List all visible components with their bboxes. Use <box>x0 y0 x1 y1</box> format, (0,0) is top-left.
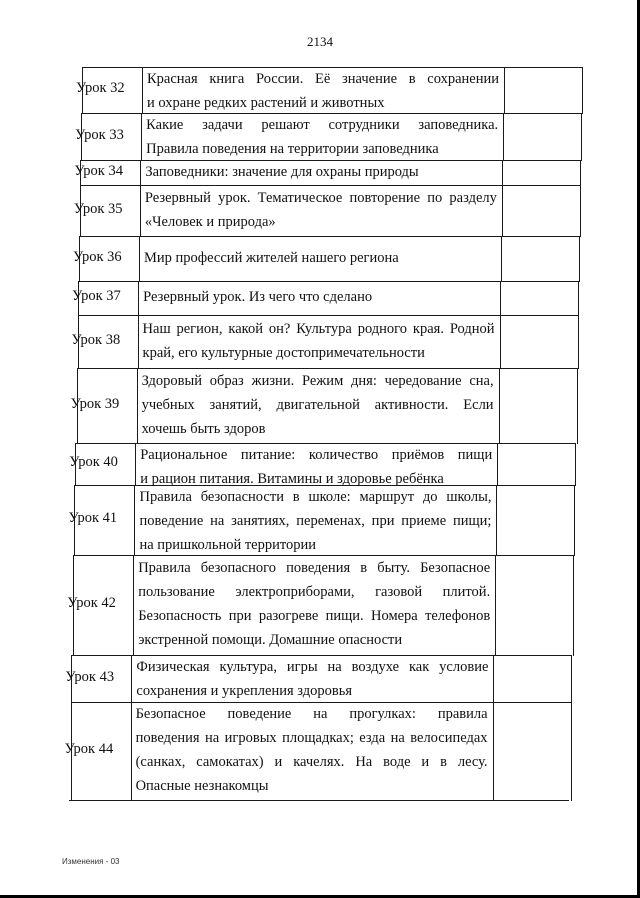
lesson-topic <box>140 443 492 491</box>
lesson-number: Урок 41 <box>68 510 118 526</box>
lesson-number: Урок 32 <box>76 80 125 96</box>
notes-cell-empty <box>493 655 571 702</box>
notes-cell-empty <box>502 185 580 236</box>
topic-line: Какие задачи решают сотрудники заповедника. <box>146 117 499 133</box>
topic-line: поведения на игровых площадках; езда на велосипедах <box>135 730 488 746</box>
topic-line: Мир профессий жителей нашего региона <box>143 250 399 266</box>
notes-cell-empty <box>500 315 578 368</box>
notes-cell-empty <box>499 368 577 443</box>
table-row <box>0 485 640 555</box>
lesson-number: Урок 37 <box>72 288 121 304</box>
lesson-topic <box>145 186 497 234</box>
lesson-topic <box>143 317 495 365</box>
table-row <box>0 67 640 113</box>
notes-cell-empty <box>501 236 579 281</box>
table-row <box>0 555 640 655</box>
notes-cell-empty <box>504 67 582 113</box>
lesson-number: Урок 33 <box>75 127 124 143</box>
table-row <box>0 702 640 800</box>
table-row <box>0 655 640 702</box>
lesson-topic <box>142 369 494 441</box>
topic-line: Безопасность при разогреве пищи. Номера телефонов <box>138 608 491 624</box>
table-row <box>0 113 640 160</box>
lesson-topic <box>136 655 488 703</box>
topic-line: Правила безопасности в школе: маршрут до школы, <box>139 489 492 505</box>
table-row <box>0 368 640 443</box>
topic-line: (санках, самокатах) и качелях. На воде и в лесу. <box>135 754 488 770</box>
lesson-number: Урок 44 <box>64 741 114 757</box>
lesson-number: Урок 40 <box>69 454 118 470</box>
table-row <box>0 160 640 185</box>
topic-line: и рацион питания. Витамины и здоровье ребёнка <box>140 471 444 487</box>
topic-line: Правила поведения на территории заповедника <box>146 141 439 157</box>
topic-line: экстренной помощи. Домашние опасности <box>138 632 403 648</box>
topic-line: Правила безопасного поведения в быту. Безопасное <box>138 560 491 576</box>
topic-line: Рациональное питание: количество приёмов пищи <box>140 447 493 463</box>
table-row <box>0 236 640 281</box>
lesson-topic <box>138 556 490 652</box>
notes-cell-empty <box>495 555 573 655</box>
table-row <box>0 185 640 236</box>
topic-line: Безопасное поведение на прогулках: правила <box>135 706 488 722</box>
topic-line: Физическая культура, игры на воздухе как условие <box>136 659 489 675</box>
notes-cell-empty <box>493 702 571 800</box>
topic-line: пользование электроприборами, газовой плитой. <box>138 584 491 600</box>
topic-line: Красная книга России. Её значение в сохранении <box>147 71 499 87</box>
lesson-number: Урок 36 <box>72 249 122 265</box>
notes-cell-empty <box>503 113 581 160</box>
topic-line: Опасные незнакомцы <box>135 778 269 794</box>
lesson-topic <box>145 160 497 184</box>
table-row <box>0 315 640 368</box>
lesson-number: Урок 43 <box>65 669 115 685</box>
topic-line: край, его культурные достопримечательности <box>142 345 425 361</box>
topic-line: Здоровый образ жизни. Режим дня: чередование сна, <box>141 373 494 389</box>
lesson-number: Урок 38 <box>71 332 121 348</box>
footer-revision-note: Изменения - 03 <box>62 857 120 866</box>
topic-line: Резервный урок. Из чего что сделано <box>143 289 373 305</box>
page-number: 2134 <box>307 34 333 49</box>
topic-line: на пришкольной территории <box>139 537 317 553</box>
topic-line: и охране редких растений и животных <box>147 95 385 111</box>
lesson-number: Урок 34 <box>74 163 123 179</box>
topic-line: «Человек и природа» <box>144 214 276 230</box>
table-row-border <box>69 800 569 801</box>
topic-line: Резервный урок. Тематическое повторение по разделу <box>144 190 497 206</box>
notes-cell-empty <box>502 160 580 185</box>
topic-line: учебных занятий, двигательной активности. Если <box>141 397 494 413</box>
topic-line: сохранения и укрепления здоровья <box>136 683 353 699</box>
topic-line: Наш регион, какой он? Культура родного края. Родной <box>142 321 495 337</box>
lesson-number: Урок 35 <box>73 201 123 217</box>
notes-cell-empty <box>496 485 574 555</box>
topic-line: хочешь быть здоров <box>141 421 266 437</box>
lesson-topic <box>146 113 498 161</box>
lesson-number: Урок 39 <box>70 396 120 412</box>
lesson-number: Урок 42 <box>67 595 116 611</box>
notes-cell-empty <box>500 281 578 315</box>
notes-cell-empty <box>497 443 575 485</box>
topic-line: поведение на занятиях, переменах, при приеме пищи; <box>139 513 492 529</box>
table-row <box>0 281 640 315</box>
lesson-topic <box>139 485 491 557</box>
lesson-topic <box>136 702 488 798</box>
topic-line: Заповедники: значение для охраны природы <box>145 164 419 180</box>
lesson-topic <box>143 285 495 309</box>
lesson-topic <box>144 246 496 270</box>
lesson-topic <box>147 67 499 115</box>
table-row <box>0 443 640 485</box>
